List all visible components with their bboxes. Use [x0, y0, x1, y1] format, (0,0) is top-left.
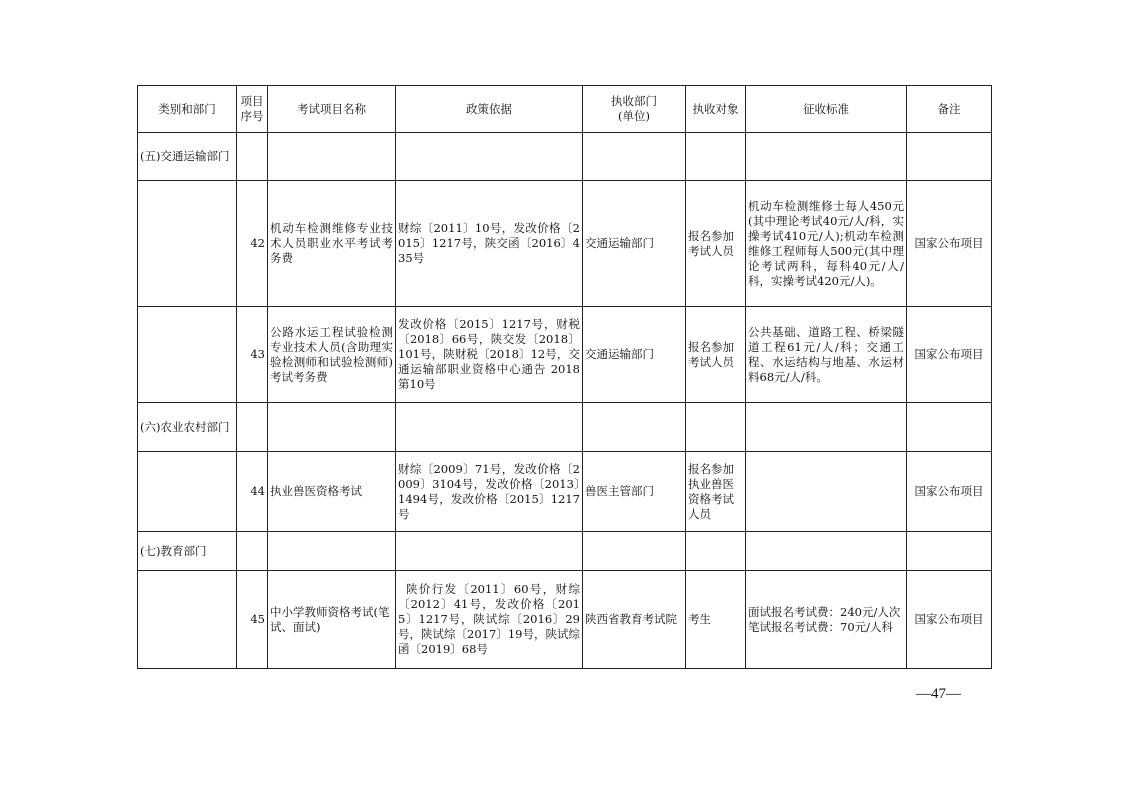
empty-cell	[746, 403, 907, 452]
empty-cell	[237, 532, 268, 571]
collection-target: 报名参加考试人员	[686, 181, 746, 307]
table-row	[138, 181, 992, 307]
empty-cell	[907, 403, 992, 452]
page-number: —47—	[916, 686, 961, 702]
header-dept-line2: (单位)	[618, 109, 650, 123]
fee-standard: 面试报名考试费：240元/人次 笔试报名考试费：70元/人科	[746, 571, 907, 669]
empty-cell	[268, 403, 396, 452]
policy-basis: 财综〔2009〕71号，发改价格〔2009〕3104号，发改价格〔2013〕1494号，发改价格〔2015〕1217号	[396, 452, 583, 532]
header-item-no-line2: 序号	[240, 109, 264, 123]
table-row	[138, 452, 992, 532]
remark: 国家公布项目	[907, 307, 992, 403]
exam-name: 中小学教师资格考试(笔试、面试)	[268, 571, 396, 669]
header-item-no-line1: 项目	[240, 94, 264, 108]
empty-cell	[268, 532, 396, 571]
category-cell: (六)农业农村部门	[138, 403, 237, 452]
fee-standard	[746, 452, 907, 532]
policy-basis: 财综〔2011〕10号，发改价格〔2015〕1217号，陕交函〔2016〕435号	[396, 181, 583, 307]
empty-cell	[686, 133, 746, 181]
collecting-dept: 交通运输部门	[583, 181, 686, 307]
empty-cell	[746, 133, 907, 181]
empty-cell	[396, 133, 583, 181]
header-dept-line1: 执收部门	[611, 94, 657, 108]
collecting-dept: 交通运输部门	[583, 307, 686, 403]
empty-cell	[583, 532, 686, 571]
empty-cell	[907, 133, 992, 181]
item-number: 43	[237, 307, 268, 403]
item-number: 44	[237, 452, 268, 532]
empty-cell	[907, 532, 992, 571]
empty-cell	[396, 403, 583, 452]
empty-cell	[138, 307, 237, 403]
fee-standard: 公共基础、道路工程、桥梁隧道工程61元/人/科；交通工程、水运结构与地基、水运材料68元/人/科。	[746, 307, 907, 403]
header-target: 执收对象	[686, 86, 746, 133]
fee-table	[137, 85, 992, 669]
category-row	[138, 532, 992, 571]
empty-cell	[396, 532, 583, 571]
exam-name: 机动车检测维修专业技术人员职业水平考试考务费	[268, 181, 396, 307]
exam-name: 执业兽医资格考试	[268, 452, 396, 532]
empty-cell	[237, 133, 268, 181]
remark: 国家公布项目	[907, 452, 992, 532]
empty-cell	[746, 532, 907, 571]
collecting-dept: 陕西省教育考试院	[583, 571, 686, 669]
empty-cell	[138, 571, 237, 669]
header-note: 备注	[907, 86, 992, 133]
collection-target: 报名参加执业兽医资格考试人员	[686, 452, 746, 532]
collecting-dept: 兽医主管部门	[583, 452, 686, 532]
header-policy: 政策依据	[396, 86, 583, 133]
empty-cell	[583, 133, 686, 181]
empty-cell	[583, 403, 686, 452]
header-standard: 征收标准	[746, 86, 907, 133]
empty-cell	[686, 403, 746, 452]
header-exam-name: 考试项目名称	[268, 86, 396, 133]
header-category: 类别和部门	[138, 86, 237, 133]
category-row	[138, 403, 992, 452]
table-row	[138, 307, 992, 403]
category-cell: (七)教育部门	[138, 532, 237, 571]
category-cell: (五)交通运输部门	[138, 133, 237, 181]
remark: 国家公布项目	[907, 571, 992, 669]
table-row	[138, 571, 992, 669]
empty-cell	[686, 532, 746, 571]
category-row	[138, 133, 992, 181]
collection-target: 报名参加考试人员	[686, 307, 746, 403]
policy-basis: 陕价行发〔2011〕60号，财综〔2012〕41号，发改价格〔2015〕1217号，陕试综〔2016〕29号，陕试综〔2017〕19号，陕试综函〔2019〕68号	[396, 571, 583, 669]
header-dept	[583, 86, 686, 133]
item-number: 42	[237, 181, 268, 307]
header-item-no	[237, 86, 268, 133]
empty-cell	[268, 133, 396, 181]
empty-cell	[138, 181, 237, 307]
empty-cell	[237, 403, 268, 452]
policy-basis: 发改价格〔2015〕1217号，财税〔2018〕66号，陕交发〔2018〕101号，陕财税〔2018〕12号，交通运输部职业资格中心通告 2018第10号	[396, 307, 583, 403]
collection-target: 考生	[686, 571, 746, 669]
header-row	[138, 86, 992, 133]
exam-name: 公路水运工程试验检测专业技术人员(含助理实验检测师和试验检测师)考试考务费	[268, 307, 396, 403]
fee-standard: 机动车检测维修士每人450元(其中理论考试40元/人/科，实操考试410元/人);机动车检测维修工程师每人500元(其中理论考试两科，每科40元/人/科，实操考试420元/人)。	[746, 181, 907, 307]
empty-cell	[138, 452, 237, 532]
item-number: 45	[237, 571, 268, 669]
remark: 国家公布项目	[907, 181, 992, 307]
